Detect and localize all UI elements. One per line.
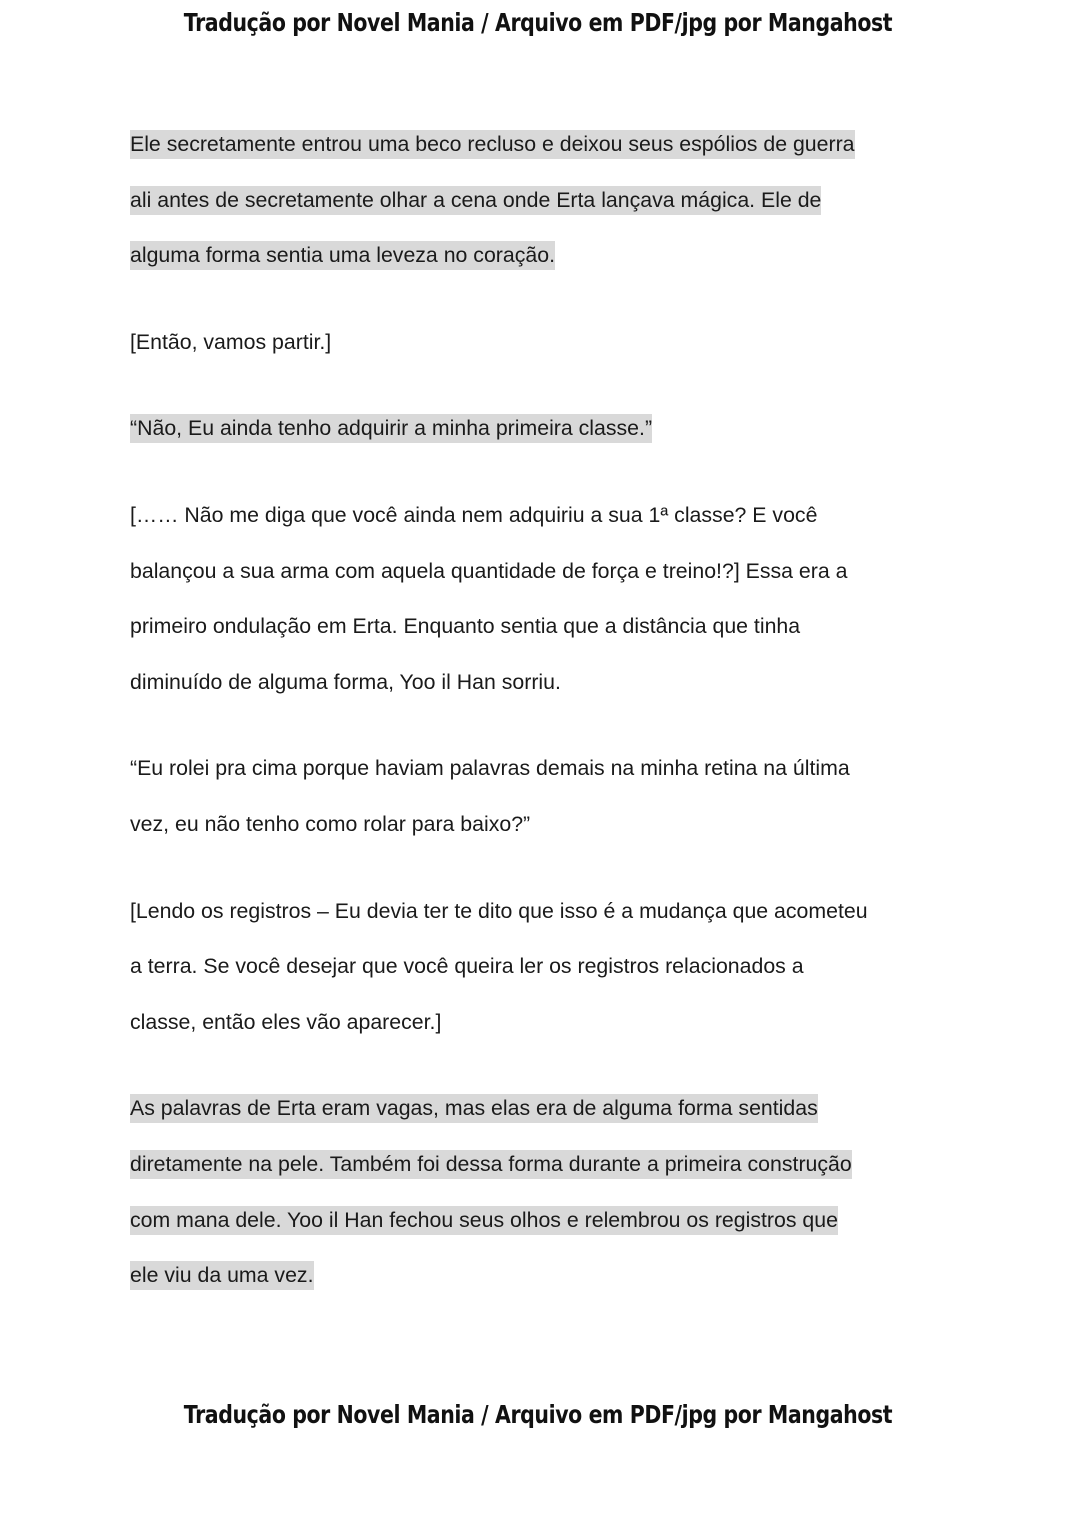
text-line: “Não, Eu ainda tenho adquirir a minha primeira classe.”: [130, 408, 960, 464]
text-line: a terra. Se você desejar que você queira ler os registros relacionados a: [130, 954, 804, 979]
paragraph: [130, 322, 960, 378]
text-line: primeiro ondulação em Erta. Enquanto sentia que a distância que tinha: [130, 614, 801, 639]
paragraph: [130, 124, 960, 291]
paragraph: [130, 495, 960, 717]
text-line: alguma forma sentia uma leveza no coração.: [130, 235, 960, 291]
document-body: [130, 124, 960, 1342]
text-line: classe, então eles vão aparecer.]: [130, 1009, 442, 1034]
text-line: vez, eu não tenho como rolar para baixo?”: [130, 811, 531, 836]
text-line: [Então, vamos partir.]: [130, 329, 332, 354]
paragraph: [130, 748, 960, 859]
paragraph: [130, 408, 960, 464]
text-line: Ele secretamente entrou uma beco recluso e deixou seus espólios de guerra: [130, 124, 960, 180]
header-banner: Tradução por Novel Mania / Arquivo em PDF/jpg por Mangahost: [183, 8, 893, 37]
paragraph: [130, 891, 960, 1058]
text-line: ali antes de secretamente olhar a cena onde Erta lançava mágica. Ele de: [130, 180, 960, 236]
text-line: balançou a sua arma com aquela quantidade de força e treino!?] Essa era a: [130, 558, 848, 583]
text-line: com mana dele. Yoo il Han fechou seus olhos e relembrou os registros que: [130, 1200, 960, 1256]
text-line: diminuído de alguma forma, Yoo il Han sorriu.: [130, 669, 561, 694]
text-line: “Eu rolei pra cima porque haviam palavras demais na minha retina na última: [130, 756, 850, 781]
footer-banner: Tradução por Novel Mania / Arquivo em PDF/jpg por Mangahost: [183, 1400, 893, 1429]
text-line: ele viu da uma vez.: [130, 1255, 960, 1311]
paragraph: [130, 1088, 960, 1310]
text-line: diretamente na pele. Também foi dessa forma durante a primeira construção: [130, 1144, 960, 1200]
text-line: […… Não me diga que você ainda nem adquiriu a sua 1ª classe? E você: [130, 502, 818, 527]
text-line: [Lendo os registros – Eu devia ter te dito que isso é a mudança que acometeu: [130, 898, 868, 923]
text-line: As palavras de Erta eram vagas, mas elas era de alguma forma sentidas: [130, 1088, 960, 1144]
